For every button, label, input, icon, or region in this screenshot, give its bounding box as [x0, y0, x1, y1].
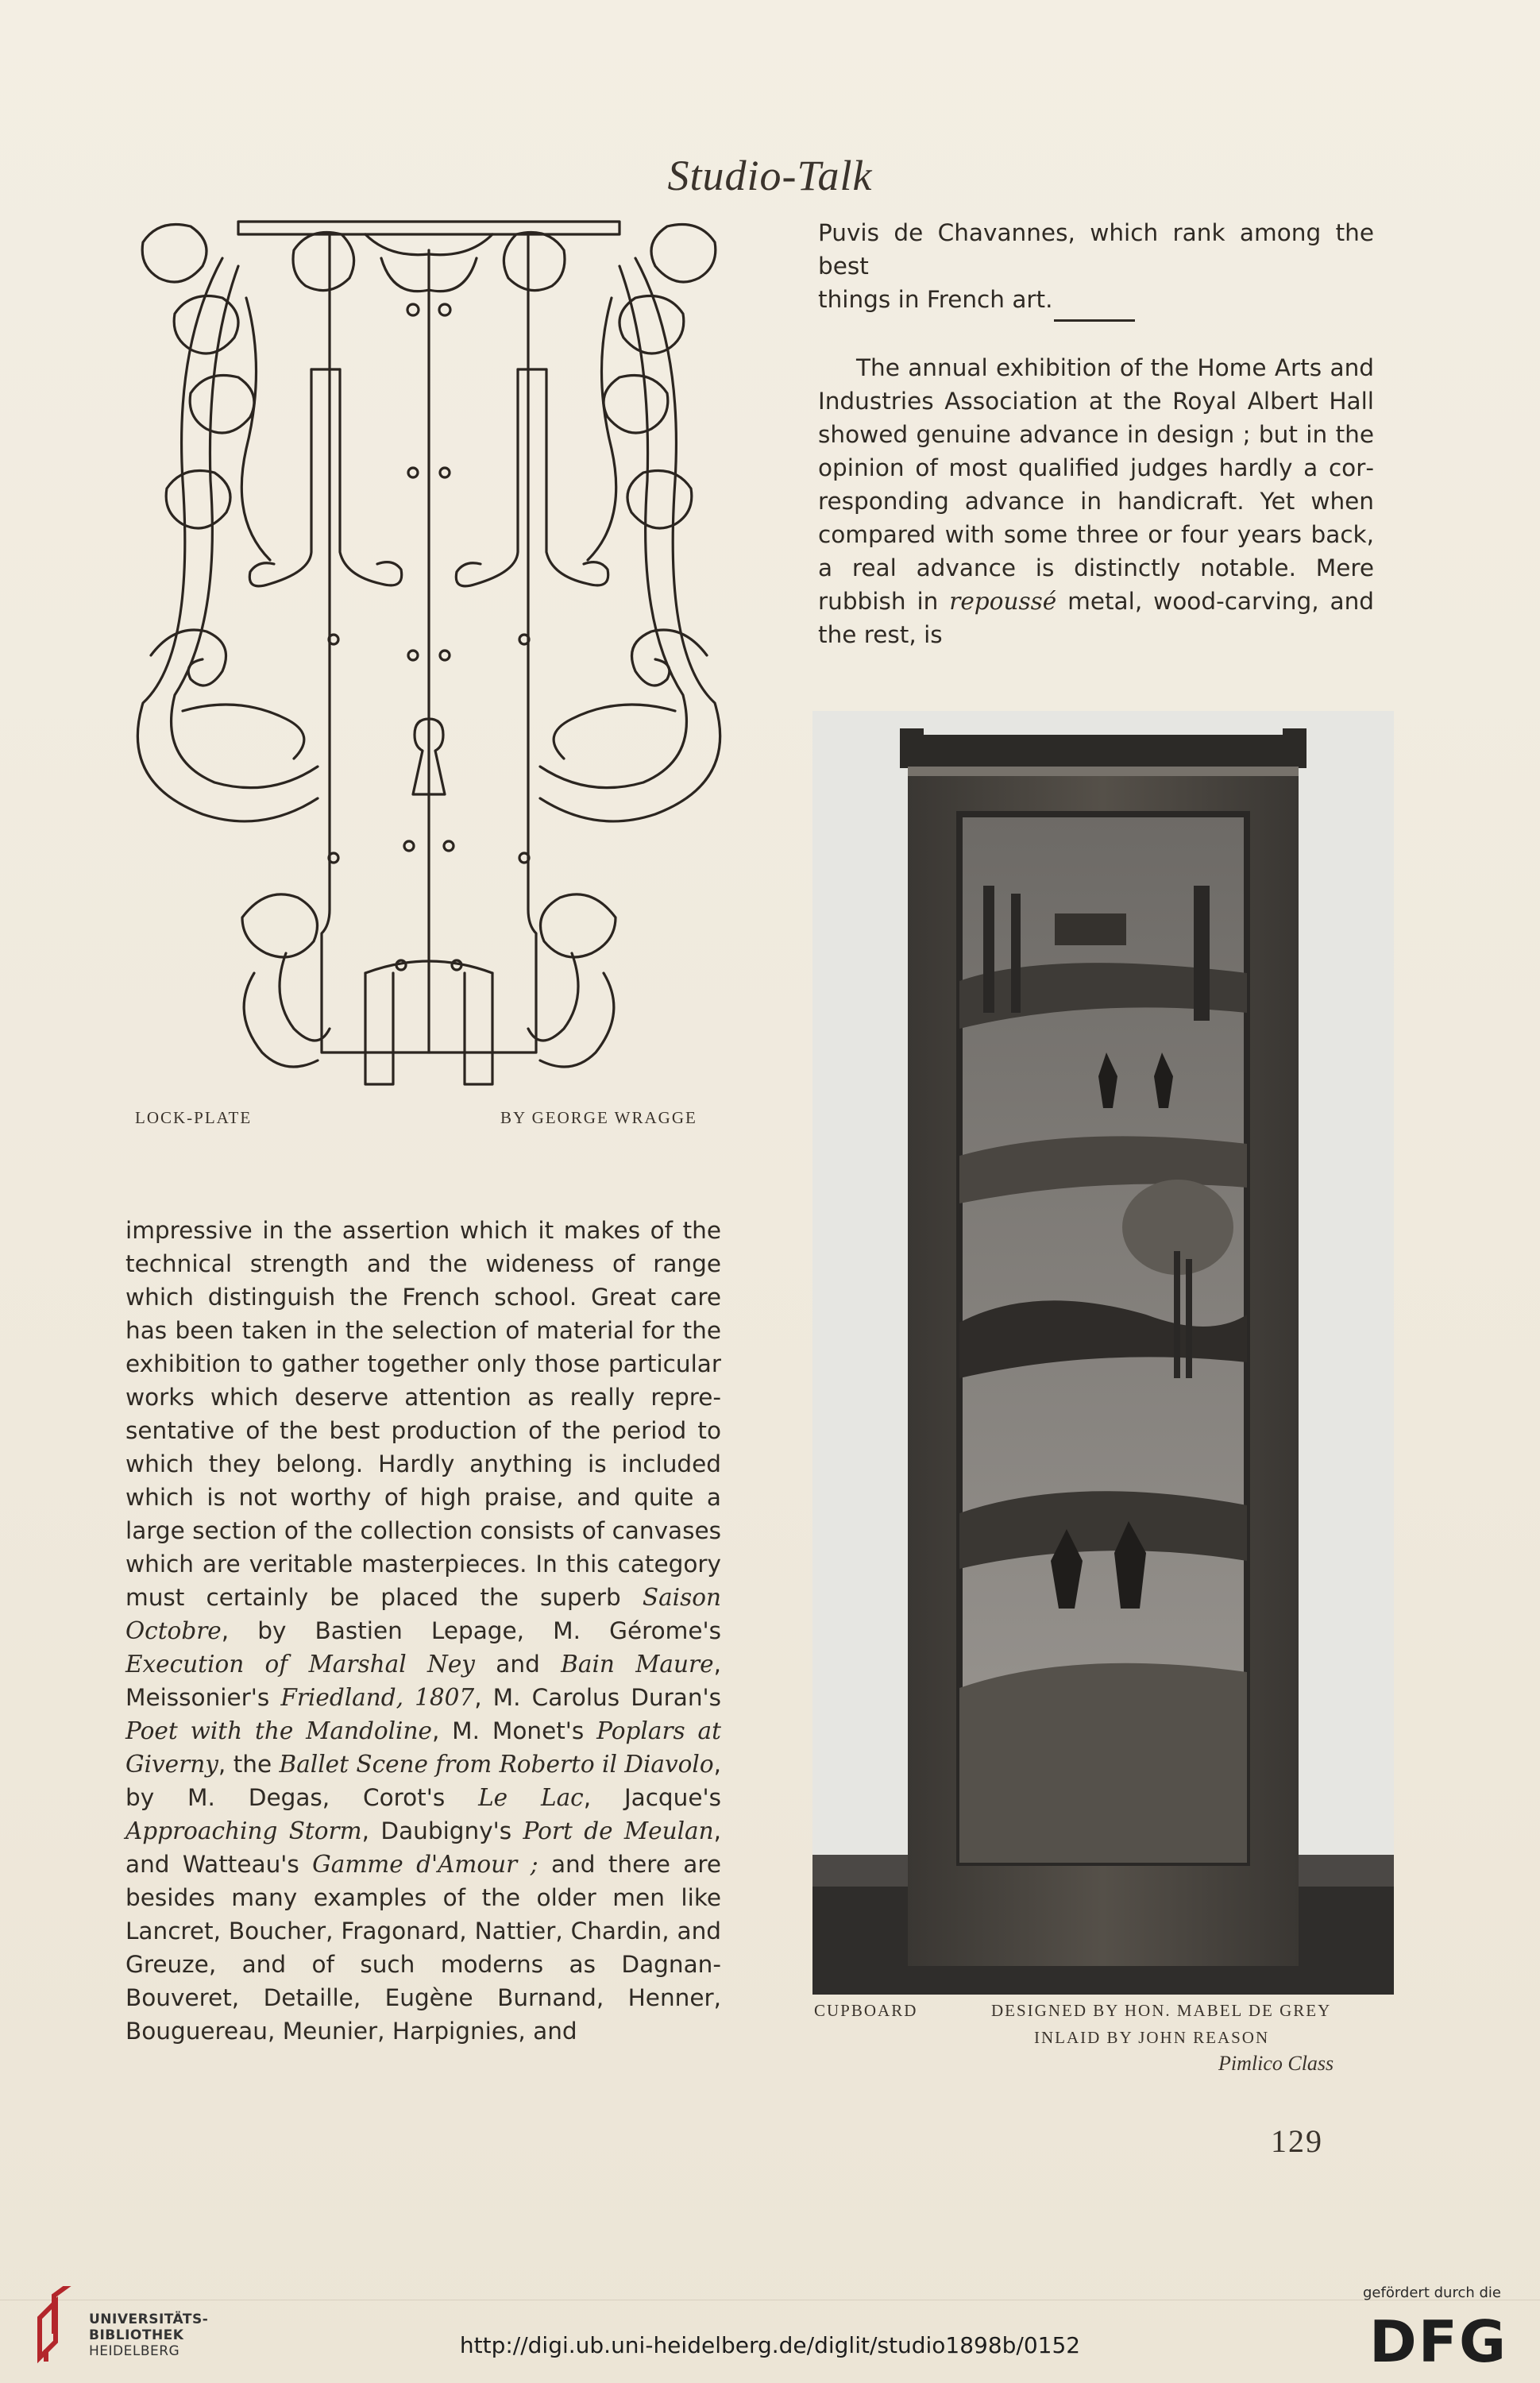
body-text: , M. Carolus Duran's: [474, 1684, 721, 1711]
cupboard-photograph: [812, 711, 1394, 1995]
cupboard-caption-designer: DESIGNED BY HON. MABEL DE GREY: [991, 2001, 1332, 2020]
dfg-logo: DFG: [1369, 2308, 1508, 2375]
lock-plate-illustration: [127, 210, 731, 1108]
cupboard-caption-class: Pimlico Class: [1218, 2052, 1334, 2075]
artwork-title: Saison Octobre: [125, 1584, 721, 1644]
right-column-opening: [818, 216, 1374, 316]
library-line-3: HEIDELBERG: [89, 2343, 180, 2359]
artwork-title: Bain Maure: [561, 1651, 714, 1678]
body-text: , by Bastien Lepage, M. Gérome's: [221, 1617, 721, 1644]
artwork-title: Approaching Storm: [125, 1817, 362, 1844]
right-column-line-2: things in French art.: [818, 286, 1053, 313]
body-text: and there are besides many examples of the older men like Lancret, Boucher, Fragonard, Nattier, Chardin, and Greuze, and of such moderns as Dagnan-Bouveret, Detaille, Eugène Burnand, Henner, Bouguereau, Meunier, Harpignies, and: [125, 1851, 721, 2045]
running-head: Studio-Talk: [667, 152, 873, 199]
body-text: , Jacque's: [583, 1784, 721, 1811]
body-text: , the: [218, 1751, 280, 1778]
artwork-title: Friedland, 1807: [280, 1684, 475, 1711]
body-text: impressive in the assertion which it makes of the technical strength and the wideness of range which distinguish the French school. Great care has been taken in the selection of material for the exhibition to gather together only those particular works which deserve attention as really representative of the best production of the period to which they belong. Hardly anything is included which is not worthy of high praise, and quite a large section of the collection consists of canvases which are veritable masterpieces. In this category must certainly be placed the superb: [125, 1217, 721, 1611]
permalink[interactable]: http://digi.ub.uni-heidelberg.de/diglit/studio1898b/0152: [459, 2332, 1081, 2358]
artwork-title: Port de Meulan: [523, 1817, 714, 1844]
body-text: , M. Monet's: [431, 1717, 597, 1744]
artwork-title: Ballet Scene from Roberto il Diavolo: [279, 1751, 714, 1778]
funding-note: gefördert durch die: [1363, 2285, 1501, 2301]
page-number: 129: [1271, 2123, 1323, 2159]
artwork-title: Execution of Marshal Ney: [125, 1651, 475, 1678]
body-text: and: [474, 1651, 562, 1678]
lock-plate-caption-credit: BY GEORGE WRAGGE: [500, 1108, 697, 1127]
artwork-title: Poplars at Giverny: [125, 1717, 721, 1778]
body-text: , by M. Degas, Corot's: [125, 1751, 721, 1811]
cupboard-caption-label: CUPBOARD: [814, 2001, 918, 2020]
artwork-title: Gamme d'Amour ;: [312, 1851, 538, 1878]
body-text: , and Watteau's: [125, 1817, 722, 1878]
left-column-paragraph: [125, 1214, 721, 2048]
body-text: , Daubigny's: [361, 1817, 523, 1844]
home-arts-text-a: The annual exhibition of the Home Arts and Industries Association at the Royal Albert Hall showed genuine advance in design ; but in the opinion of most qualified judges hardly a corresponding advance in handicraft. Yet when compared with some three or four years back, a real advance is distinctly notable. Mere rubbish in: [818, 354, 1374, 615]
cupboard-caption-maker: INLAID BY JOHN REASON: [1034, 2028, 1270, 2047]
library-line-1: UNIVERSITÄTS-: [89, 2312, 209, 2327]
library-line-2: BIBLIOTHEK: [89, 2327, 184, 2343]
right-column-paragraph: [818, 351, 1374, 651]
lock-plate-caption-title: LOCK-PLATE: [135, 1108, 253, 1127]
artwork-title: Le Lac: [478, 1784, 584, 1811]
section-divider: [1054, 319, 1135, 322]
home-arts-text-b: metal, wood-carving, and the rest, is: [818, 588, 1374, 648]
artwork-title: Poet with the Mandoline: [125, 1717, 432, 1744]
right-column-line-1: Puvis de Chavannes, which rank among the best: [818, 219, 1374, 280]
body-text: , Meissonier's: [125, 1651, 721, 1711]
home-arts-italic: repoussé: [949, 588, 1057, 615]
